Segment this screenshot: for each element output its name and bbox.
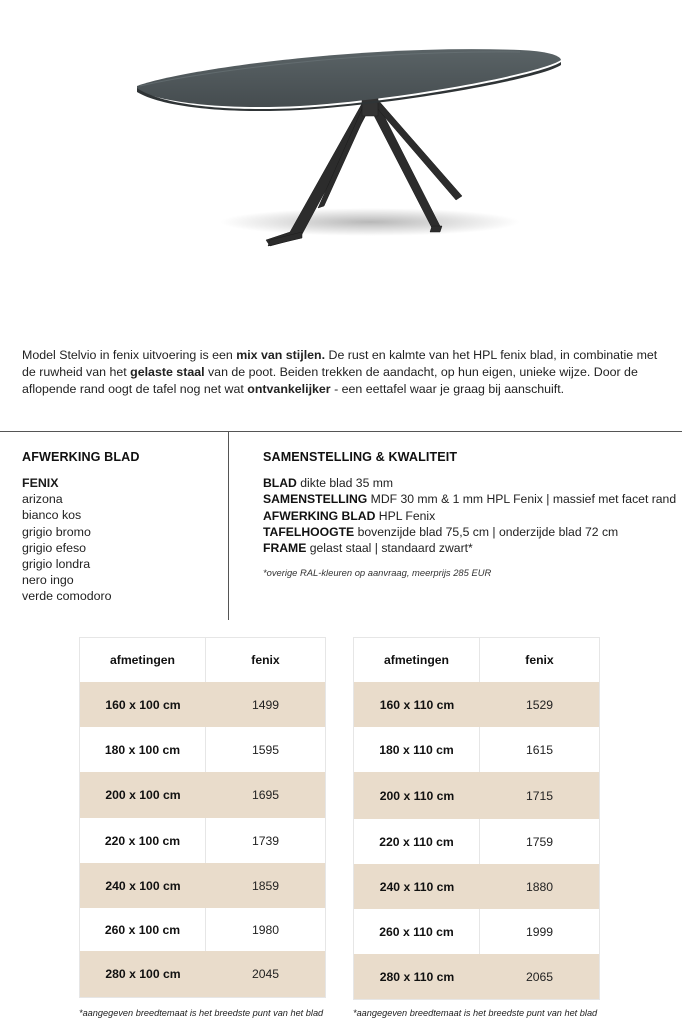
- spec-item: AFWERKING BLAD HPL Fenix: [263, 508, 436, 523]
- table-row: [80, 772, 325, 818]
- size-cell: 240 x 110 cm: [379, 879, 455, 894]
- table-row: [354, 909, 599, 954]
- intro-paragraph: Model Stelvio in fenix uitvoering is een mix van stijlen. De rust en kalmte van het HPL fenix blad, in combinatie met de ruwheid van het gelaste staal van de poot. Beiden trekken de aandacht, op hun eigen, unieke wijze. Door de aflopende rand oogt de tafel nog net wat ontvankelijker - een eettafel waar je graag bij aanschuift.: [22, 348, 658, 396]
- size-cell: 240 x 100 cm: [105, 878, 181, 893]
- table-row: [354, 864, 599, 909]
- price-cell: 1529: [525, 697, 554, 712]
- table-header-row: [80, 638, 325, 682]
- size-cell: 180 x 110 cm: [354, 727, 480, 772]
- table-header-row: [354, 638, 599, 682]
- size-cell: 280 x 100 cm: [105, 967, 181, 981]
- column-header-price: fenix: [525, 653, 554, 667]
- price-cell: 1759: [525, 834, 554, 849]
- price-cell: 1739: [251, 833, 280, 848]
- size-cell: 220 x 100 cm: [80, 818, 206, 863]
- spec-item: BLAD dikte blad 35 mm: [263, 476, 394, 490]
- table-row: [80, 951, 325, 997]
- stelvio-table-illustration: [0, 0, 682, 330]
- column-header-size: afmetingen: [80, 638, 206, 682]
- price-cell: 1880: [525, 879, 554, 894]
- finish-color-item: grigio bromo: [22, 524, 91, 539]
- size-cell: 260 x 100 cm: [80, 908, 206, 951]
- size-cell: 280 x 110 cm: [379, 969, 455, 984]
- finish-color-item: grigio londra: [22, 557, 91, 572]
- column-header-price: fenix: [251, 653, 280, 667]
- table-row: [80, 727, 325, 772]
- finish-color-item: verde comodoro: [22, 589, 112, 604]
- table-row: [80, 818, 325, 863]
- finish-color-item: grigio efeso: [22, 540, 87, 555]
- size-cell: 220 x 110 cm: [354, 819, 480, 864]
- price-cell: 1615: [525, 742, 554, 757]
- table-row: [80, 863, 325, 908]
- size-cell: 200 x 100 cm: [105, 788, 181, 802]
- price-cell: 1999: [525, 924, 554, 939]
- table-row: [80, 908, 325, 951]
- spec-item: SAMENSTELLING MDF 30 mm & 1 mm HPL Fenix | massief met facet rand: [263, 492, 677, 507]
- size-cell: 160 x 110 cm: [379, 697, 455, 712]
- table-row: [354, 682, 599, 727]
- price-cell: 1595: [251, 742, 280, 757]
- table-row: [354, 727, 599, 772]
- column-header-size: afmetingen: [354, 638, 480, 682]
- finish-color-item: bianco kos: [22, 508, 82, 523]
- price-cell: 1715: [525, 788, 554, 803]
- finish-color-list: [22, 491, 222, 604]
- table-row: [354, 954, 599, 999]
- table-note-110: *aangegeven breedtemaat is het breedste punt van het blad: [353, 1008, 598, 1018]
- price-cell: 2045: [251, 967, 280, 981]
- composition-section: [263, 450, 678, 578]
- column-divider: [228, 432, 229, 620]
- price-cell: 1499: [251, 697, 280, 712]
- finish-heading: AFWERKING BLAD: [22, 450, 140, 464]
- size-cell: 160 x 100 cm: [105, 697, 181, 712]
- spec-item: FRAME gelast staal | standaard zwart*: [263, 541, 473, 556]
- table-row: [354, 819, 599, 864]
- finish-color-item: arizona: [22, 492, 63, 507]
- price-cell: 2065: [525, 969, 554, 984]
- section-divider: [0, 431, 682, 432]
- table-row: [80, 682, 325, 727]
- table-note-100: *aangegeven breedtemaat is het breedste punt van het blad: [79, 1008, 324, 1018]
- size-cell: 180 x 100 cm: [80, 727, 206, 772]
- product-image: [0, 0, 682, 330]
- price-table-100: [79, 637, 326, 998]
- price-table-110: [353, 637, 600, 1000]
- finish-section: [22, 450, 222, 605]
- ral-footnote: *overige RAL-kleuren op aanvraag, meerprijs 285 EUR: [263, 567, 492, 579]
- price-cell: 1859: [251, 878, 280, 893]
- price-cell: 1980: [251, 922, 280, 937]
- spec-list: [263, 475, 678, 556]
- table-row: [354, 772, 599, 819]
- spec-item: TAFELHOOGTE bovenzijde blad 75,5 cm | onderzijde blad 72 cm: [263, 524, 619, 539]
- finish-color-item: nero ingo: [22, 573, 74, 588]
- size-cell: 200 x 110 cm: [379, 788, 455, 803]
- finish-title: FENIX: [22, 476, 59, 490]
- composition-heading: SAMENSTELLING & KWALITEIT: [263, 450, 458, 464]
- price-cell: 1695: [251, 788, 280, 802]
- size-cell: 260 x 110 cm: [354, 909, 480, 954]
